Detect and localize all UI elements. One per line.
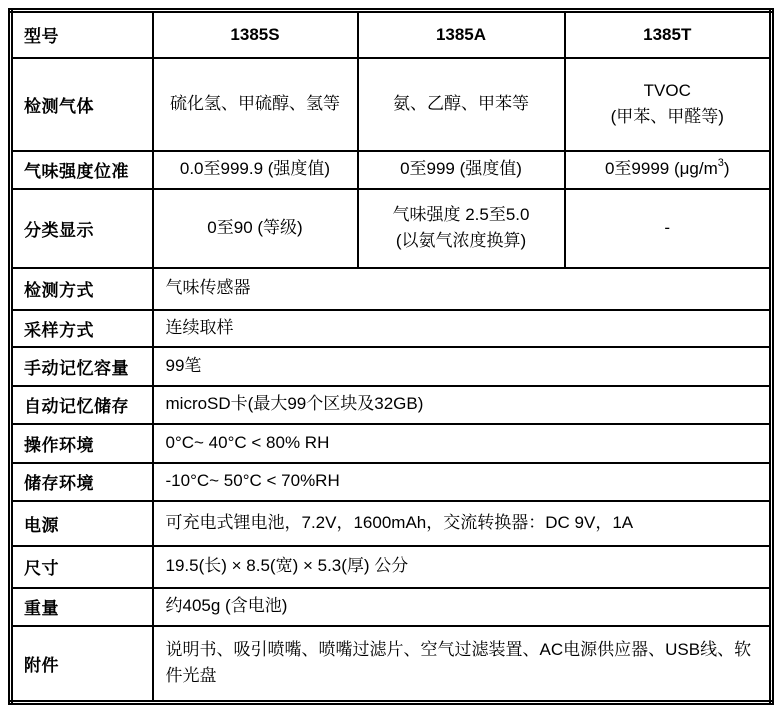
cell-text: 气味强度 2.5至5.0 — [392, 204, 530, 224]
cell-text: - — [664, 217, 671, 237]
spec-value: 99笔 — [153, 347, 772, 386]
gases-1385s-cell — [153, 58, 358, 151]
odor-range-1385s-cell — [153, 151, 358, 189]
spec-value: 连续取样 — [153, 310, 772, 347]
cell-text: 0.0至999.9 (强度值) — [179, 159, 331, 179]
odor-range-1385a-cell — [358, 151, 565, 189]
cell-text: TVOC — [643, 80, 691, 100]
model-header-label: 型号 — [11, 11, 153, 58]
spec-value: 说明书、吸引喷嘴、喷嘴过滤片、空气过滤装置、AC电源供应器、USB线、软件光盘 — [153, 626, 772, 703]
superscript-cubed: 3 — [717, 156, 724, 169]
cell-text: 0至999 (强度值) — [400, 159, 522, 179]
spec-value: 0°C~ 40°C < 80% RH — [153, 424, 772, 463]
spec-label: 尺寸 — [11, 546, 153, 588]
class-1385t-cell — [565, 189, 772, 268]
spec-label: 检测气体 — [11, 58, 153, 151]
spec-label: 采样方式 — [11, 310, 153, 347]
row-sampling-method — [11, 310, 772, 347]
spec-value: 约405g (含电池) — [153, 588, 772, 626]
row-manual-memory-capacity — [11, 347, 772, 386]
row-dimensions — [11, 546, 772, 588]
class-1385a-cell — [358, 189, 565, 268]
row-accessories — [11, 626, 772, 703]
model-number-1385t: 1385T — [565, 11, 772, 58]
gases-1385t-cell — [565, 58, 772, 151]
row-operating-environment — [11, 424, 772, 463]
spec-label: 手动记忆容量 — [11, 347, 153, 386]
spec-label: 自动记忆储存 — [11, 386, 153, 424]
row-detected-gases — [11, 58, 772, 151]
cell-text: ) — [723, 159, 730, 179]
spec-value: 气味传感器 — [153, 268, 772, 310]
model-number-1385s: 1385S — [153, 11, 358, 58]
spec-label: 电源 — [11, 501, 153, 546]
spec-label: 检测方式 — [11, 268, 153, 310]
spec-value: 可充电式锂电池，7.2V，1600mAh，交流转换器：DC 9V，1A — [153, 501, 772, 546]
spec-value: 19.5(长) × 8.5(宽) × 5.3(厚) 公分 — [153, 546, 772, 588]
odor-range-1385t-cell — [565, 151, 772, 189]
spec-label: 操作环境 — [11, 424, 153, 463]
gases-1385a-cell — [358, 58, 565, 151]
row-storage-environment — [11, 463, 772, 501]
class-1385s-cell — [153, 189, 358, 268]
row-odor-intensity-range — [11, 151, 772, 189]
row-weight — [11, 588, 772, 626]
spec-value: -10°C~ 50°C < 70%RH — [153, 463, 772, 501]
model-header-row — [11, 11, 772, 58]
cell-text: 0至90 (等级) — [207, 217, 303, 237]
row-power-supply — [11, 501, 772, 546]
cell-text: (甲苯、甲醛等) — [610, 107, 724, 126]
spec-label: 气味强度位准 — [11, 151, 153, 189]
spec-label: 储存环境 — [11, 463, 153, 501]
cell-text: (以氨气浓度换算) — [395, 231, 527, 250]
row-auto-memory-storage — [11, 386, 772, 424]
spec-label: 附件 — [11, 626, 153, 703]
product-spec-table — [8, 8, 774, 705]
spec-label: 分类显示 — [11, 189, 153, 268]
cell-text: 硫化氢、甲硫醇、氢等 — [170, 93, 340, 113]
row-detection-method — [11, 268, 772, 310]
cell-text: 0至9999 (μg/m — [604, 159, 718, 179]
spec-value: microSD卡(最大99个区块及32GB) — [153, 386, 772, 424]
model-number-1385a: 1385A — [358, 11, 565, 58]
cell-text: 氨、乙醇、甲苯等 — [393, 93, 529, 113]
row-classification-display — [11, 189, 772, 268]
spec-label: 重量 — [11, 588, 153, 626]
